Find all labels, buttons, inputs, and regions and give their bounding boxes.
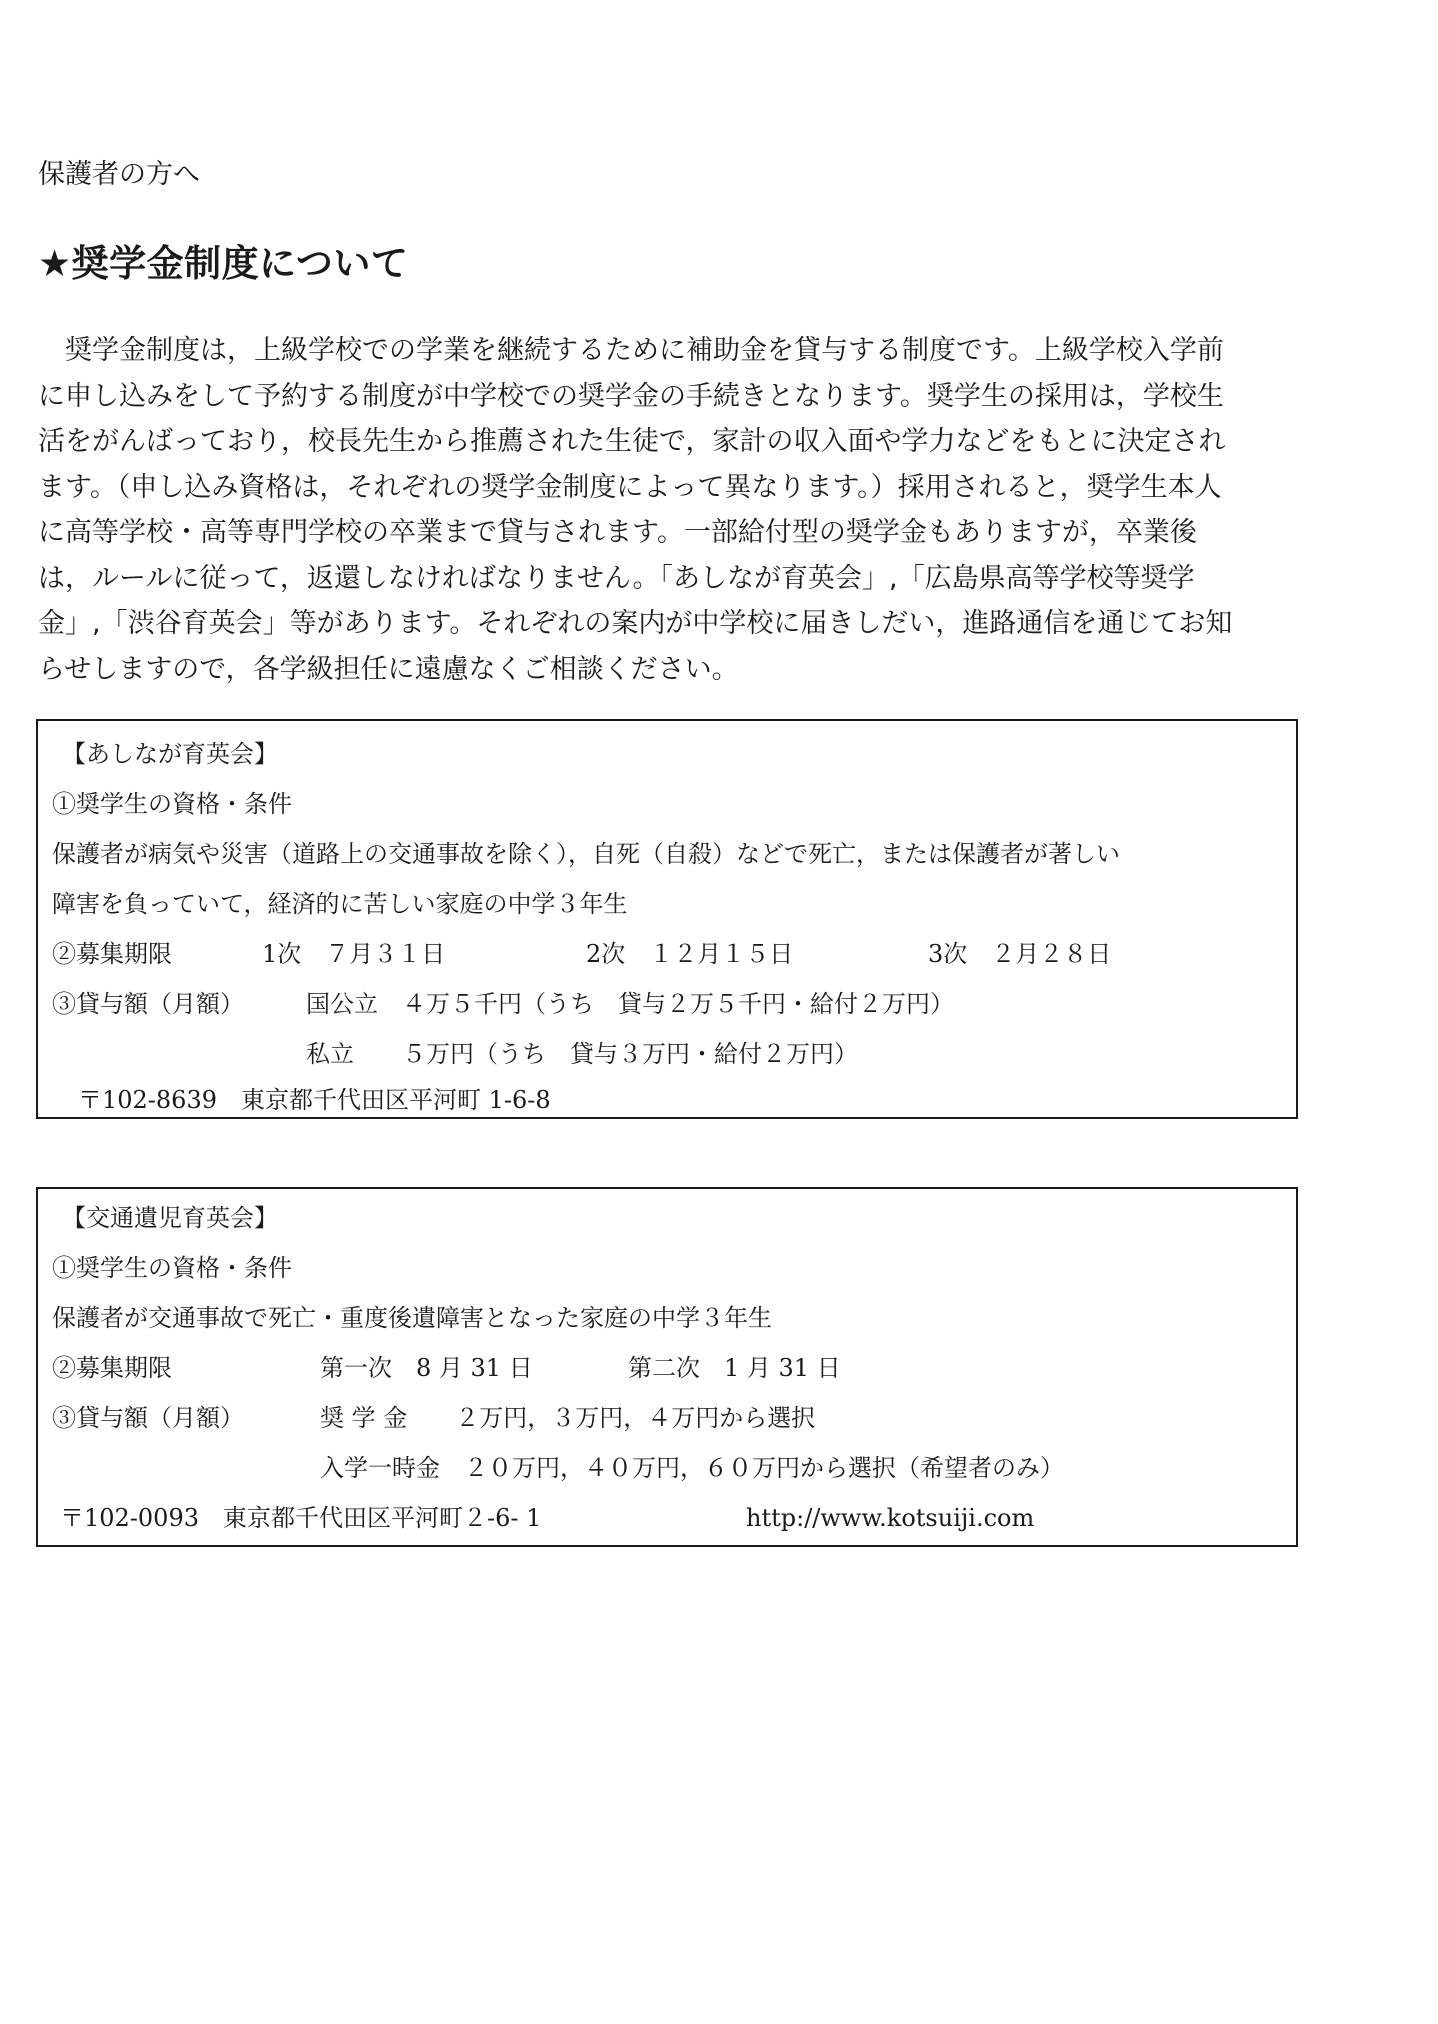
paragraph-line: は，ルールに従って，返還しなければなりません。「あしなが育英会」,「広島県高等学校等奨学 [38,562,1195,594]
intro-paragraph [38,328,1348,692]
deadline-round-2: 第二次 1 月 31 日 [628,1354,841,1382]
deadline-round-1: 第一次 8 月 31 日 [320,1354,533,1382]
deadline-round-1: 1次 ７月３１日 [262,940,446,968]
greeting: 保護者の方へ [38,159,200,190]
qualification-heading: ①奨学生の資格・条件 [52,790,292,818]
page-title: ★奨学金制度について [38,242,409,285]
paragraph-line: らせしますので，各学級担任に遠慮なくご相談ください。 [38,653,739,685]
amount-public: 国公立 ４万５千円（うち 貸与２万５千円・給付２万円） [306,990,954,1018]
paragraph-line: 活をがんばっており，校長先生から推薦された生徒で，家計の収入面や学力などをもとに決定され [38,426,1226,457]
postal-address: 〒102-8639 東京都千代田区平河町 1-6-8 [78,1086,551,1114]
amount-scholarship: 奨 学 金 ２万円，３万円，４万円から選択 [320,1404,816,1432]
qualification-text: 保護者が交通事故で死亡・重度後遺障害となった家庭の中学３年生 [52,1304,772,1332]
deadline-round-2: 2次 １２月１５日 [586,940,794,968]
amount-private: 私立 ５万円（うち 貸与３万円・給付２万円） [306,1040,858,1068]
amount-label: ③貸与額（月額） [52,1404,244,1432]
qualification-heading: ①奨学生の資格・条件 [52,1254,292,1282]
paragraph-line: に申し込みをして予約する制度が中学校での奨学金の手続きとなります。奨学生の採用は，学校生 [38,380,1224,412]
box-title: 【あしなが育英会】 [62,740,278,768]
box-title: 【交通遺児育英会】 [62,1204,278,1232]
website-link[interactable]: http://www.kotsuiji.com [746,1504,1035,1532]
paragraph-line: 奨学金制度は，上級学校での学業を継続するために補助金を貸与する制度です。上級学校入学前 [38,335,1224,366]
paragraph-line: に高等学校・高等専門学校の卒業まで貸与されます。一部給付型の奨学金もありますが，卒業後 [38,517,1197,548]
deadline-round-3: 3次 ２月２８日 [928,940,1112,968]
qualification-text: 障害を負っていて，経済的に苦しい家庭の中学３年生 [52,890,628,918]
deadline-label: ②募集期限 [52,1354,172,1382]
deadline-label: ②募集期限 [52,940,172,968]
paragraph-line: ます。（申し込み資格は，それぞれの奨学金制度によって異なります。）採用されると，奨学生本人 [38,471,1222,503]
amount-entrance: 入学一時金 ２０万円，４０万円，６０万円から選択（希望者のみ） [320,1454,1064,1482]
qualification-text: 保護者が病気や災害（道路上の交通事故を除く），自死（自殺）などで死亡，または保護者が著しい [52,840,1120,868]
paragraph-line: 金」,「渋谷育英会」等があります。それぞれの案内が中学校に届きしだい，進路通信を通じてお知 [38,608,1233,639]
kotsuiji-info-box [36,1187,1298,1547]
ashinaga-info-box [36,719,1298,1119]
postal-address: 〒102-0093 東京都千代田区平河町２-6- 1 [60,1504,542,1532]
amount-label: ③貸与額（月額） [52,990,244,1018]
